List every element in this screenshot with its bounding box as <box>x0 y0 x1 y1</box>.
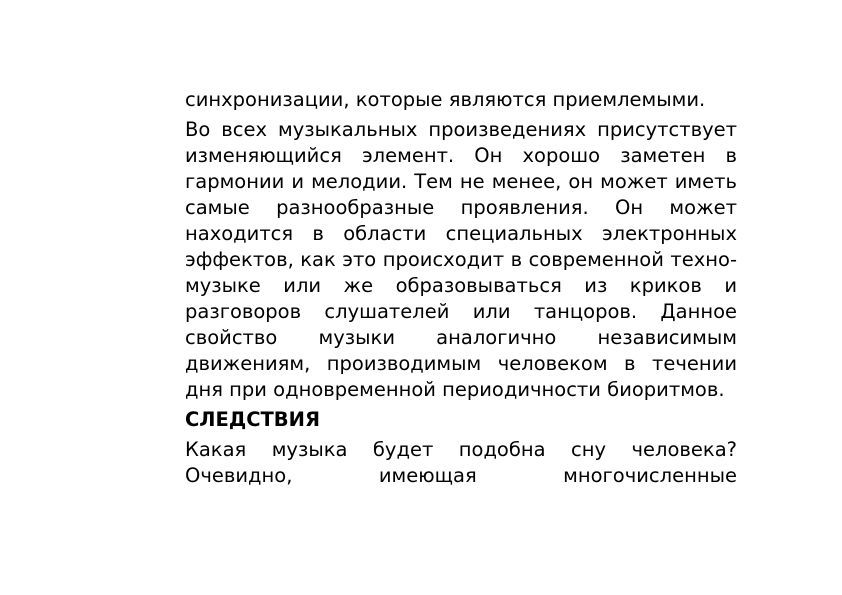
document-body <box>185 87 737 493</box>
paragraph-variable-element: Во всех музыкальных произведениях присутствует изменяющийся элемент. Он хорошо заметен в гармонии и мелодии. Тем не менее, он может иметь самые разнообразные проявления. Он может находится в области специальных электронных эффектов, как это происходит в современной техно-музыке или же образовываться из криков и разговоров слушателей или танцоров. Данное свойство музыки аналогично независимым движениям, производимым человеком в течении дня при одновременной периодичности биоритмов. <box>185 118 737 401</box>
paragraph-continuation: синхронизации, которые являются приемлемыми. <box>185 88 706 111</box>
section-heading: СЛЕДСТВИЯ <box>185 408 321 431</box>
paragraph-consequences: Какая музыка будет подобна сну человека? Очевидно, имеющая многочисленные <box>185 438 737 487</box>
